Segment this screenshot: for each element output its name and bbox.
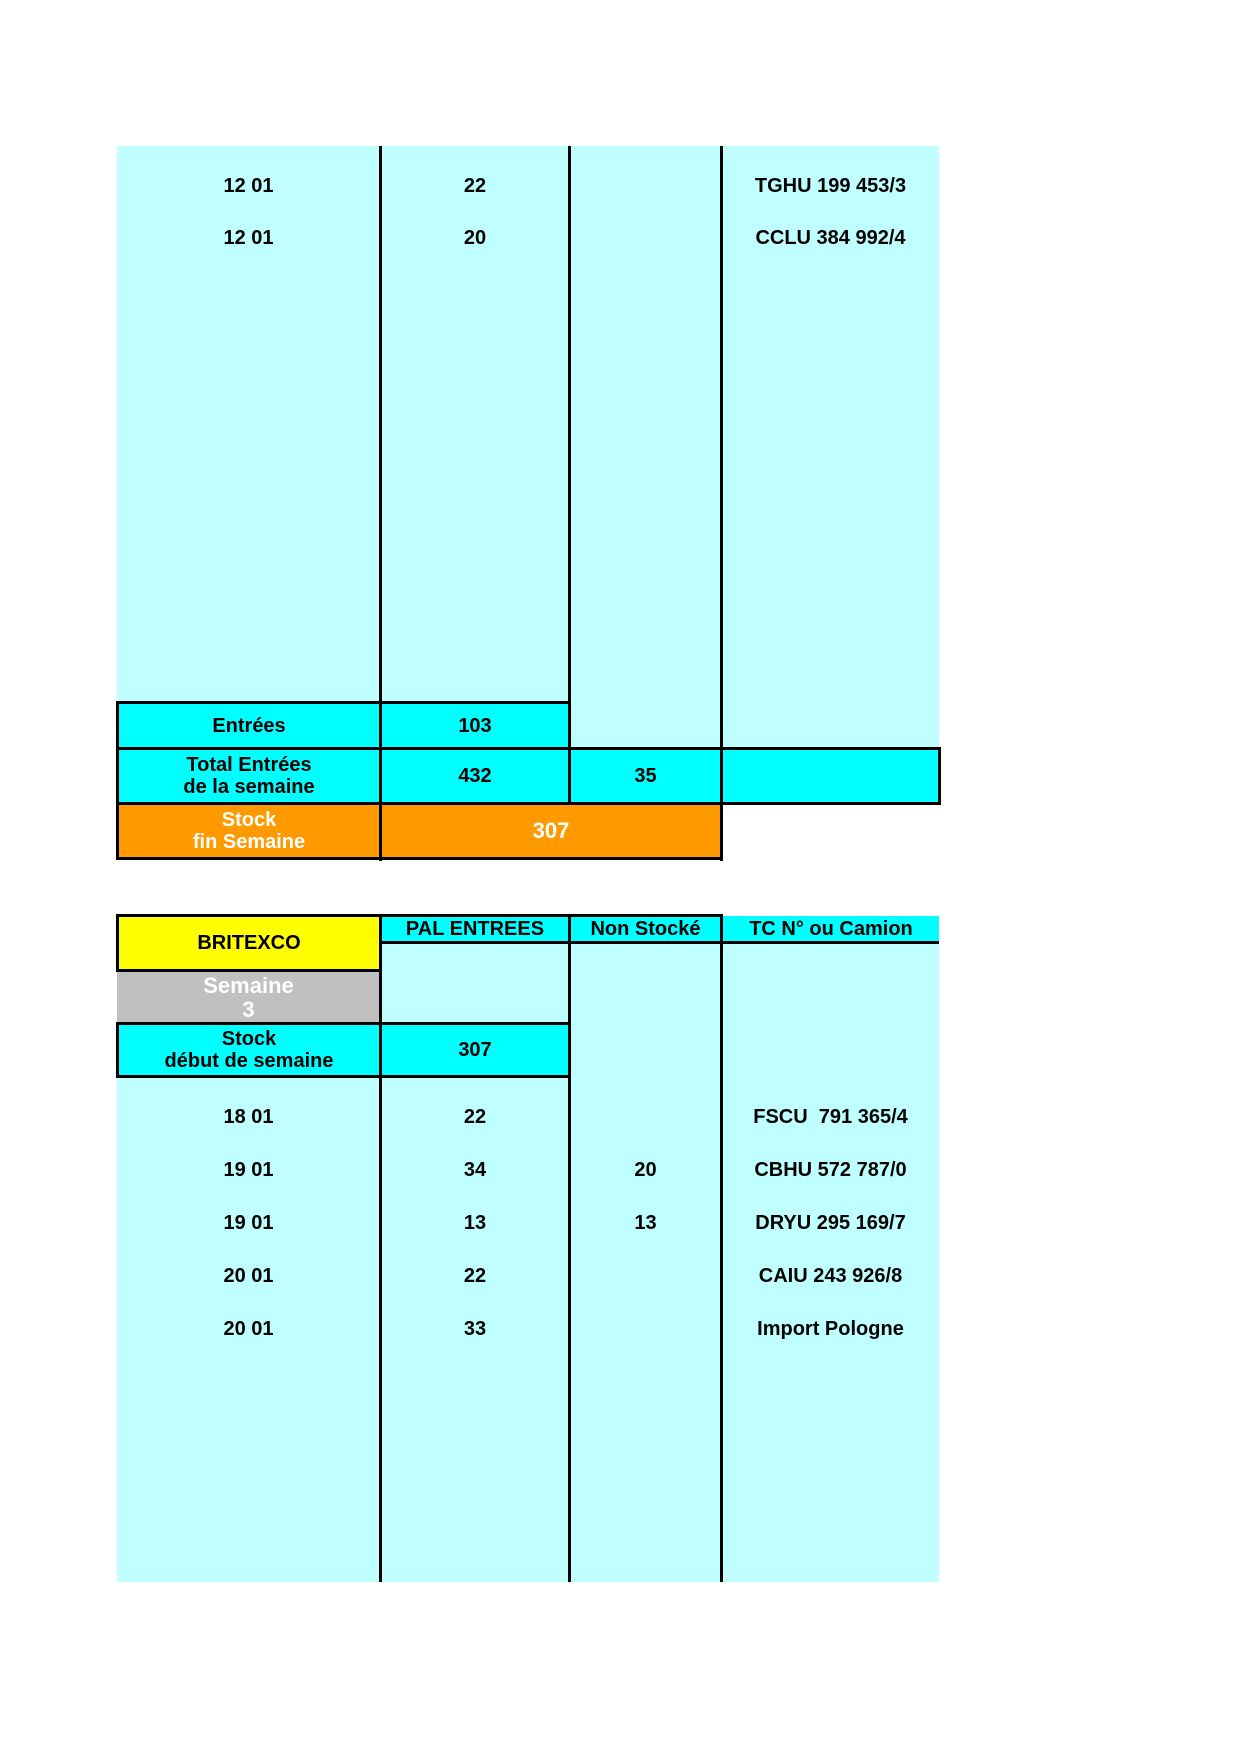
pal-cell: 22: [463, 1106, 487, 1128]
block1-col-divider-2-top: [568, 747, 571, 805]
total-label-line1: Total Entrées: [186, 754, 312, 776]
date-cell: 19 01: [223, 1159, 274, 1181]
header-tc-camion: TC N° ou Camion: [749, 918, 913, 940]
non-stocke-cell: 13: [634, 1212, 657, 1234]
block2-col-divider-2: [568, 914, 571, 1582]
block2-col-divider-1: [379, 914, 382, 1582]
pal-cell: 34: [463, 1159, 487, 1181]
non-stocke-cell: [571, 1316, 720, 1342]
non-stocke-cell: [571, 1263, 720, 1289]
total-label: [119, 750, 379, 802]
tc-cell: Import Pologne: [757, 1318, 904, 1340]
stock-fin-label-line1: Stock: [221, 809, 277, 831]
tc-cell: TGHU 199 453/3: [754, 175, 907, 197]
semaine-number: 3: [242, 996, 255, 1022]
date-cell: 20 01: [223, 1265, 274, 1287]
block1-col-divider-1-top: [379, 701, 382, 861]
non-stocke-cell: 20: [634, 1159, 657, 1181]
tc-cell: CCLU 384 992/4: [755, 227, 906, 249]
semaine-label-text: Semaine: [203, 972, 294, 998]
semaine-label: [117, 972, 380, 1023]
company-name: BRITEXCO: [197, 932, 301, 954]
header-bottom-line: [379, 941, 939, 944]
date-cell: 18 01: [223, 1106, 274, 1128]
pal-cell: 22: [463, 175, 487, 197]
stock-fin-label-line2: fin Semaine: [192, 831, 306, 853]
header-pal-entrees: PAL ENTREES: [405, 918, 545, 940]
stock-debut-label-line1: Stock: [221, 1028, 277, 1050]
total-non-stocke-value: 35: [634, 765, 657, 787]
entrees-value: 103: [458, 715, 492, 737]
tc-cell: CBHU 572 787/0: [754, 1159, 907, 1181]
pal-cell: 13: [463, 1212, 487, 1234]
stock-fin-value: 307: [532, 818, 570, 843]
header-non-stocke: Non Stocké: [590, 918, 701, 940]
non-stocke-cell: [571, 1104, 720, 1130]
stock-debut-label: [119, 1025, 379, 1075]
total-label-line2: de la semaine: [183, 776, 315, 798]
pal-cell: 20: [463, 227, 487, 249]
pal-cell: 22: [463, 1265, 487, 1287]
date-cell: 12 01: [223, 227, 274, 249]
block1-col-divider-3-top: [720, 747, 723, 861]
tc-cell: DRYU 295 169/7: [755, 1212, 906, 1234]
date-cell: 12 01: [223, 175, 274, 197]
stock-debut-value: 307: [458, 1039, 492, 1061]
entrees-label: Entrées: [212, 715, 286, 737]
block2-col-divider-3: [720, 914, 723, 1582]
tc-cell: CAIU 243 926/8: [758, 1265, 903, 1287]
tc-cell: FSCU 791 365/4: [753, 1106, 908, 1128]
date-cell: 19 01: [223, 1212, 274, 1234]
total-pal-value: 432: [458, 765, 492, 787]
stock-fin-label: [119, 805, 379, 857]
date-cell: 20 01: [223, 1318, 274, 1340]
pal-cell: 33: [463, 1318, 487, 1340]
stock-debut-label-line2: début de semaine: [164, 1050, 334, 1072]
